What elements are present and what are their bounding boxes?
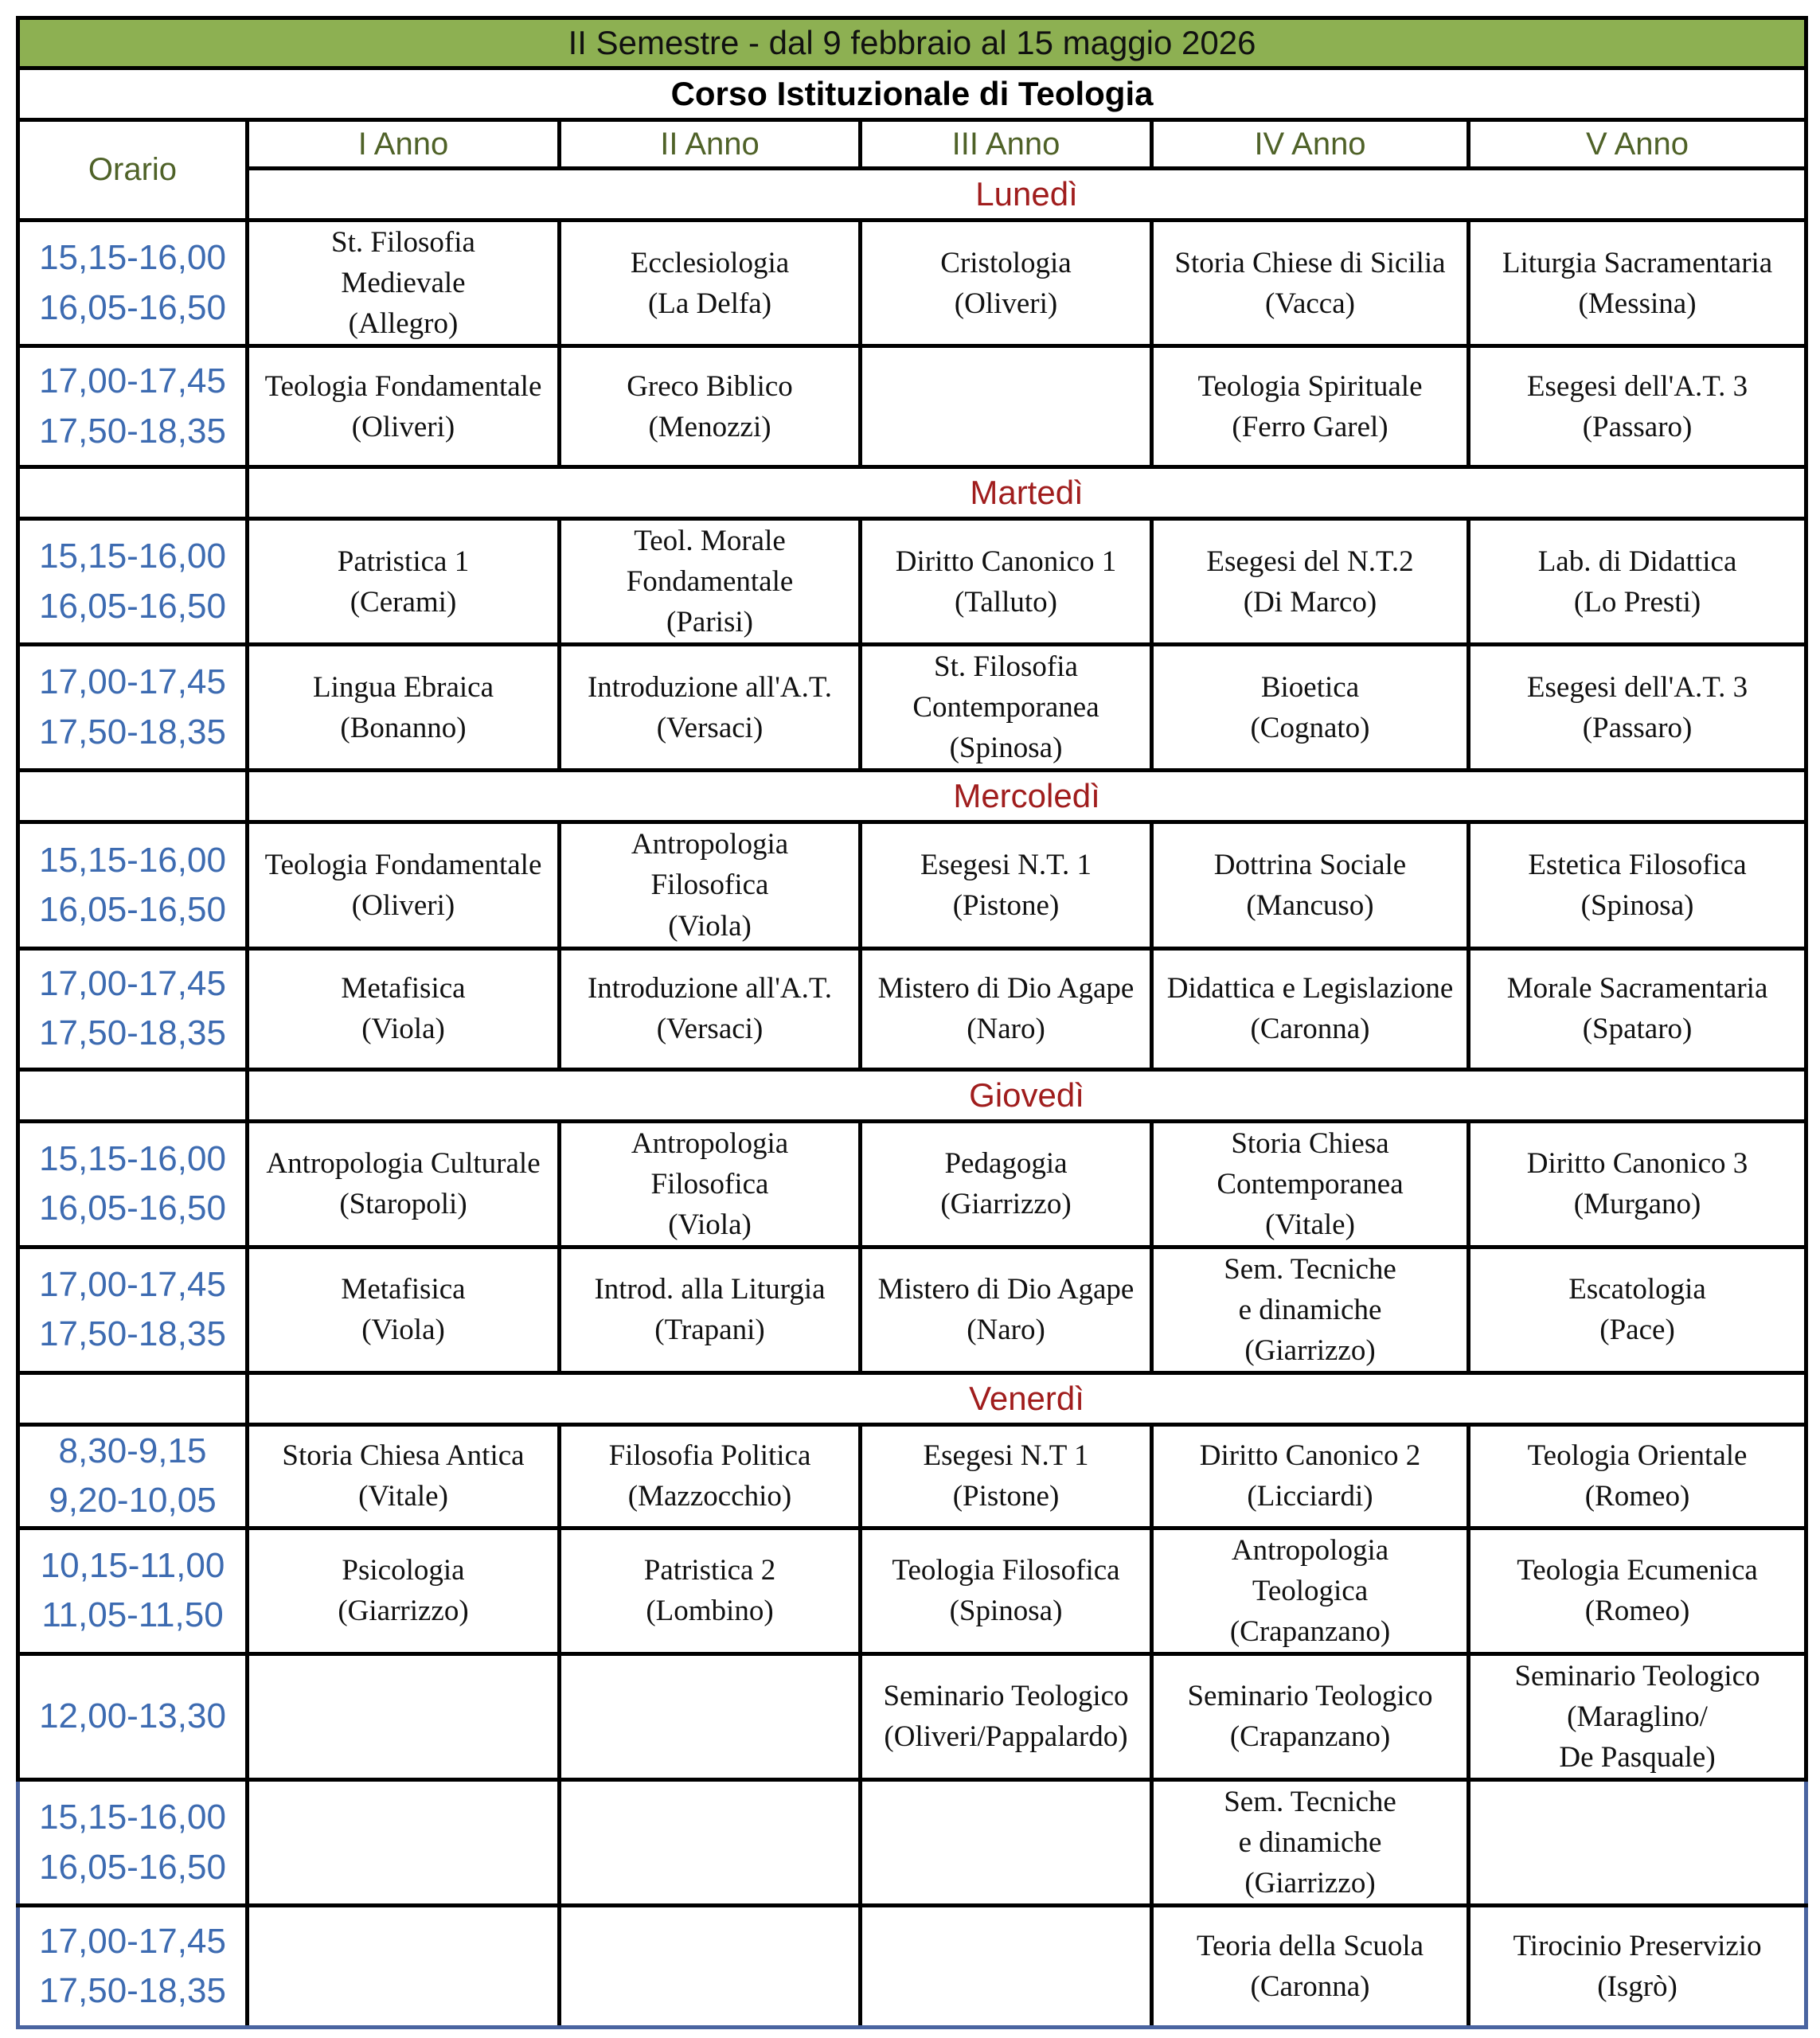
orario-blank	[18, 467, 248, 519]
course-teacher: (Messina)	[1578, 287, 1697, 320]
course-teacher: (Giarrizzo)	[1244, 1333, 1376, 1367]
course-name: Esegesi N.T. 1	[920, 848, 1092, 881]
course-teacher: (Spinosa)	[1580, 888, 1694, 922]
time-range: 15,15-16,00	[39, 1138, 226, 1178]
time-slot	[18, 1424, 248, 1528]
time-range: 17,50-18,35	[39, 1314, 226, 1354]
time-range: 17,00-17,45	[39, 662, 226, 702]
time-slot	[18, 346, 248, 467]
time-range: 16,05-16,50	[39, 1189, 226, 1228]
course-teacher: (Cerami)	[350, 585, 457, 619]
course-cell	[1152, 822, 1469, 948]
course-cell	[1469, 221, 1806, 346]
course-name: Seminario Teologico	[883, 1680, 1129, 1713]
course-name: Medievale	[341, 267, 466, 300]
slot-row	[18, 645, 1806, 771]
course-cell	[861, 1424, 1152, 1528]
course-title: Corso Istituzionale di Teologia	[18, 68, 1806, 120]
course-teacher: (Crapanzano)	[1229, 1614, 1391, 1648]
course-teacher: (Oliveri/Pappalardo)	[884, 1720, 1128, 1754]
course-name: Antropologia Culturale	[266, 1147, 541, 1181]
empty-cell	[861, 1906, 1152, 2028]
course-cell	[861, 948, 1152, 1069]
course-cell	[560, 1247, 861, 1372]
course-name: Esegesi del N.T.2	[1206, 545, 1414, 578]
course-cell	[248, 221, 560, 346]
course-teacher: (Oliveri)	[954, 287, 1058, 320]
time-slot	[18, 822, 248, 948]
empty-cell	[861, 1780, 1152, 1906]
course-teacher: (Menozzi)	[648, 410, 771, 443]
course-teacher: (Crapanzano)	[1229, 1720, 1391, 1754]
schedule-body	[18, 18, 1806, 2028]
day-row	[18, 1372, 1806, 1424]
course-name: St. Filosofia	[331, 226, 475, 259]
course-name: Filosofia Politica	[608, 1439, 811, 1473]
course-name: Storia Chiesa Antica	[282, 1439, 525, 1473]
empty-cell	[248, 1906, 560, 2028]
course-teacher: (Romeo)	[1584, 1595, 1690, 1628]
time-range: 15,15-16,00	[39, 840, 226, 880]
course-name: Teologica	[1252, 1574, 1369, 1607]
course-cell	[1469, 1121, 1806, 1247]
orario-header: Orario	[18, 120, 248, 221]
course-name: Seminario Teologico	[1187, 1680, 1433, 1713]
course-name: Seminario Teologico	[1514, 1659, 1760, 1692]
course-cell	[1152, 948, 1469, 1069]
slot-row	[18, 822, 1806, 948]
course-cell	[560, 1424, 861, 1528]
course-teacher: (Versaci)	[656, 711, 764, 744]
course-name: Lab. di Didattica	[1537, 545, 1737, 578]
course-cell	[560, 1528, 861, 1653]
course-cell	[1469, 645, 1806, 771]
course-name: Sem. Tecniche	[1224, 1252, 1396, 1286]
time-slot	[18, 1906, 248, 2028]
course-cell	[1469, 822, 1806, 948]
course-teacher: (Romeo)	[1584, 1480, 1690, 1513]
course-teacher: (Pace)	[1599, 1314, 1675, 1347]
course-name: e dinamiche	[1238, 1826, 1382, 1860]
course-name: (Maraglino/	[1567, 1700, 1708, 1733]
course-name: Bioetica	[1260, 670, 1360, 704]
course-name: Teol. Morale	[634, 525, 786, 558]
course-cell	[1152, 221, 1469, 346]
course-name: Tirocinio Preservizio	[1513, 1930, 1762, 1963]
orario-blank	[18, 1372, 248, 1424]
course-cell	[560, 1121, 861, 1247]
course-teacher: (Cognato)	[1250, 711, 1370, 744]
year-header: III Anno	[861, 120, 1152, 169]
time-range: 17,00-17,45	[39, 963, 226, 1003]
course-cell	[1152, 1528, 1469, 1653]
course-cell	[861, 1653, 1152, 1779]
course-cell	[248, 822, 560, 948]
empty-cell	[248, 1780, 560, 1906]
course-teacher: (Viola)	[361, 1013, 445, 1046]
time-slot	[18, 1528, 248, 1653]
course-teacher: (Giarrizzo)	[338, 1595, 469, 1628]
course-teacher: (Ferro Garel)	[1232, 410, 1388, 443]
day-row	[18, 771, 1806, 822]
course-teacher: (Lo Presti)	[1573, 585, 1701, 619]
course-name: Antropologia	[631, 1126, 789, 1160]
day-row	[18, 467, 1806, 519]
course-name: Mistero di Dio Agape	[877, 1273, 1135, 1306]
slot-row	[18, 221, 1806, 346]
course-name: Cristologia	[940, 246, 1072, 279]
course-cell	[1469, 1906, 1806, 2028]
course-teacher: (Mancuso)	[1246, 888, 1374, 922]
course-teacher: (Licciardi)	[1247, 1480, 1373, 1513]
course-name: Introd. alla Liturgia	[594, 1273, 826, 1306]
slot-row	[18, 1528, 1806, 1653]
day-header: Giovedì	[248, 1069, 1806, 1121]
course-name: Metafisica	[341, 972, 466, 1005]
slot-row	[18, 1424, 1806, 1528]
course-teacher: (Vitale)	[1265, 1208, 1355, 1241]
course-teacher: (Trapani)	[654, 1314, 765, 1347]
course-name: Diritto Canonico 1	[895, 545, 1117, 578]
time-range: 16,05-16,50	[39, 1847, 226, 1887]
course-cell	[1152, 1121, 1469, 1247]
course-cell	[1152, 1424, 1469, 1528]
course-name: Storia Chiesa	[1231, 1126, 1389, 1160]
time-range: 16,05-16,50	[39, 287, 226, 327]
slot-row	[18, 346, 1806, 467]
year-header: IV Anno	[1152, 120, 1469, 169]
empty-cell	[1469, 1780, 1806, 1906]
year-header: V Anno	[1469, 120, 1806, 169]
course-teacher: (Pistone)	[952, 1480, 1060, 1513]
day-row	[18, 169, 1806, 221]
course-teacher: (Passaro)	[1582, 711, 1693, 744]
course-name: Antropologia	[1231, 1533, 1389, 1567]
day-header: Lunedì	[248, 169, 1806, 221]
slot-row	[18, 1906, 1806, 2028]
course-name: Teologia Orientale	[1527, 1439, 1748, 1473]
time-slot	[18, 1653, 248, 1779]
course-cell	[1469, 1424, 1806, 1528]
course-name: St. Filosofia	[934, 650, 1078, 684]
timetable	[16, 16, 1804, 2029]
time-slot	[18, 645, 248, 771]
empty-cell	[560, 1780, 861, 1906]
course-name: Diritto Canonico 3	[1526, 1147, 1748, 1181]
course-name: Contemporanea	[912, 691, 1099, 724]
course-name: Teologia Fondamentale	[264, 369, 542, 403]
course-teacher: (Giarrizzo)	[940, 1188, 1072, 1221]
slot-row	[18, 1121, 1806, 1247]
course-cell	[1469, 519, 1806, 645]
course-teacher: (Caronna)	[1250, 1013, 1370, 1046]
course-teacher: (Oliveri)	[351, 888, 455, 922]
time-range: 16,05-16,50	[39, 889, 226, 929]
course-cell	[248, 1247, 560, 1372]
course-name: Teologia Ecumenica	[1517, 1554, 1758, 1587]
course-cell	[861, 1121, 1152, 1247]
course-cell	[560, 948, 861, 1069]
time-slot	[18, 519, 248, 645]
course-name: Contemporanea	[1217, 1167, 1404, 1201]
time-slot	[18, 1121, 248, 1247]
time-slot	[18, 1780, 248, 1906]
slot-row	[18, 1780, 1806, 1906]
course-teacher: (Viola)	[668, 1208, 752, 1241]
course-cell	[861, 1247, 1152, 1372]
course-teacher: (Naro)	[967, 1314, 1045, 1347]
empty-cell	[560, 1653, 861, 1779]
course-name: Introduzione all'A.T.	[587, 972, 833, 1005]
time-range: 17,00-17,45	[39, 1264, 226, 1304]
time-range: 17,50-18,35	[39, 1971, 226, 2011]
course-cell	[560, 822, 861, 948]
course-cell	[248, 948, 560, 1069]
course-name: Didattica e Legislazione	[1166, 972, 1454, 1005]
course-name: Metafisica	[341, 1273, 466, 1306]
course-cell	[1469, 1653, 1806, 1779]
course-teacher: (La Delfa)	[647, 287, 772, 320]
course-teacher: (Spinosa)	[949, 1595, 1063, 1628]
day-header: Venerdì	[248, 1372, 1806, 1424]
year-header: I Anno	[248, 120, 560, 169]
course-teacher: (Parisi)	[666, 606, 753, 639]
course-cell	[560, 221, 861, 346]
course-teacher: (Isgrò)	[1597, 1970, 1677, 2004]
time-range: 17,00-17,45	[39, 1921, 226, 1961]
time-range: 8,30-9,15	[58, 1431, 207, 1470]
course-teacher: (Caronna)	[1250, 1970, 1370, 2004]
course-cell	[1152, 1906, 1469, 2028]
course-name: Diritto Canonico 2	[1199, 1439, 1421, 1473]
course-teacher: (Viola)	[668, 909, 752, 943]
course-cell	[1469, 346, 1806, 467]
orario-blank	[18, 1069, 248, 1121]
course-cell	[248, 1528, 560, 1653]
course-cell	[861, 519, 1152, 645]
course-name: Storia Chiese di Sicilia	[1174, 246, 1446, 279]
course-name: Liturgia Sacramentaria	[1502, 246, 1773, 279]
course-cell	[248, 346, 560, 467]
slot-row	[18, 519, 1806, 645]
semester-title: II Semestre - dal 9 febbraio al 15 maggio 2026	[18, 18, 1806, 68]
empty-cell	[248, 1653, 560, 1779]
course-teacher: (Di Marco)	[1243, 585, 1377, 619]
course-cell	[1152, 645, 1469, 771]
time-range: 17,50-18,35	[39, 712, 226, 752]
time-range: 17,50-18,35	[39, 1013, 226, 1053]
course-teacher: (Allegro)	[348, 307, 459, 341]
course-name: Teologia Fondamentale	[264, 848, 542, 881]
slot-row	[18, 1653, 1806, 1779]
course-cell	[248, 1424, 560, 1528]
course-cell	[1152, 519, 1469, 645]
course-name: Patristica 2	[643, 1554, 776, 1587]
orario-blank	[18, 771, 248, 822]
course-cell	[560, 346, 861, 467]
course-teacher: (Oliveri)	[351, 410, 455, 443]
course-cell	[1152, 1247, 1469, 1372]
course-teacher: (Pistone)	[952, 888, 1060, 922]
course-teacher: (Talluto)	[955, 585, 1057, 619]
course-name: e dinamiche	[1238, 1293, 1382, 1326]
time-range: 12,00-13,30	[39, 1696, 226, 1736]
course-teacher: (Bonanno)	[340, 711, 467, 744]
course-teacher: (Vitale)	[358, 1480, 448, 1513]
course-name: Filosofica	[650, 1167, 769, 1201]
course-cell	[861, 1528, 1152, 1653]
course-name: Fondamentale	[626, 565, 794, 599]
course-cell	[1469, 948, 1806, 1069]
course-teacher: (Giarrizzo)	[1244, 1867, 1376, 1900]
empty-cell	[560, 1906, 861, 2028]
course-name: Esegesi dell'A.T. 3	[1526, 670, 1748, 704]
course-teacher: (Spinosa)	[949, 732, 1063, 765]
course-name: Antropologia	[631, 828, 789, 861]
course-teacher: (Murgano)	[1573, 1188, 1701, 1221]
course-name: Estetica Filosofica	[1528, 848, 1747, 881]
course-name: Psicologia	[342, 1554, 465, 1587]
course-name: Teoria della Scuola	[1196, 1930, 1424, 1963]
time-range: 15,15-16,00	[39, 537, 226, 576]
time-range: 15,15-16,00	[39, 238, 226, 278]
course-cell	[248, 645, 560, 771]
empty-cell	[861, 346, 1152, 467]
course-name: Esegesi N.T 1	[923, 1439, 1089, 1473]
course-name: Filosofica	[650, 869, 769, 902]
course-teacher: (Vacca)	[1265, 287, 1355, 320]
course-teacher: (Viola)	[361, 1314, 445, 1347]
course-name: Escatologia	[1568, 1273, 1706, 1306]
course-cell	[248, 519, 560, 645]
course-cell	[1152, 346, 1469, 467]
course-teacher: (Lombino)	[646, 1595, 774, 1628]
slot-row	[18, 948, 1806, 1069]
time-range: 17,50-18,35	[39, 411, 226, 451]
time-range: 11,05-11,50	[41, 1595, 224, 1635]
course-teacher: (Passaro)	[1582, 410, 1693, 443]
time-range: 15,15-16,00	[39, 1798, 226, 1837]
course-name: Teologia Spirituale	[1197, 369, 1423, 403]
time-slot	[18, 1247, 248, 1372]
time-slot	[18, 221, 248, 346]
course-teacher: (Staropoli)	[339, 1188, 467, 1221]
course-cell	[1469, 1247, 1806, 1372]
course-name: Ecclesiologia	[630, 246, 790, 279]
course-name: Introduzione all'A.T.	[587, 670, 833, 704]
course-teacher: (Spataro)	[1582, 1013, 1693, 1046]
course-cell	[1152, 1653, 1469, 1779]
slot-row	[18, 1247, 1806, 1372]
course-name: Sem. Tecniche	[1224, 1786, 1396, 1819]
course-teacher: (Versaci)	[656, 1013, 764, 1046]
year-header: II Anno	[560, 120, 861, 169]
course-cell	[861, 822, 1152, 948]
course-cell	[560, 645, 861, 771]
day-header: Martedì	[248, 467, 1806, 519]
course-cell	[1469, 1528, 1806, 1653]
course-name: Mistero di Dio Agape	[877, 972, 1135, 1005]
course-name: Greco Biblico	[627, 369, 793, 403]
day-header: Mercoledì	[248, 771, 1806, 822]
time-range: 16,05-16,50	[39, 586, 226, 626]
course-cell	[560, 519, 861, 645]
course-teacher: (Naro)	[967, 1013, 1045, 1046]
course-name: Morale Sacramentaria	[1506, 972, 1768, 1005]
course-name: Patristica 1	[337, 545, 470, 578]
course-teacher: (Mazzocchio)	[627, 1480, 792, 1513]
course-name: Lingua Ebraica	[312, 670, 494, 704]
course-name: Dottrina Sociale	[1213, 848, 1407, 881]
course-name: Pedagogia	[944, 1147, 1068, 1181]
time-range: 17,00-17,45	[39, 361, 226, 401]
schedule-table	[16, 16, 1808, 2029]
course-cell	[861, 645, 1152, 771]
time-range: 10,15-11,00	[40, 1545, 225, 1585]
course-cell	[861, 221, 1152, 346]
time-slot	[18, 948, 248, 1069]
course-cell	[1152, 1780, 1469, 1906]
time-range: 9,20-10,05	[49, 1481, 217, 1521]
course-name: Esegesi dell'A.T. 3	[1526, 369, 1748, 403]
course-name: Teologia Filosofica	[892, 1554, 1120, 1587]
course-cell	[248, 1121, 560, 1247]
course-teacher: De Pasquale)	[1559, 1741, 1716, 1774]
day-row	[18, 1069, 1806, 1121]
